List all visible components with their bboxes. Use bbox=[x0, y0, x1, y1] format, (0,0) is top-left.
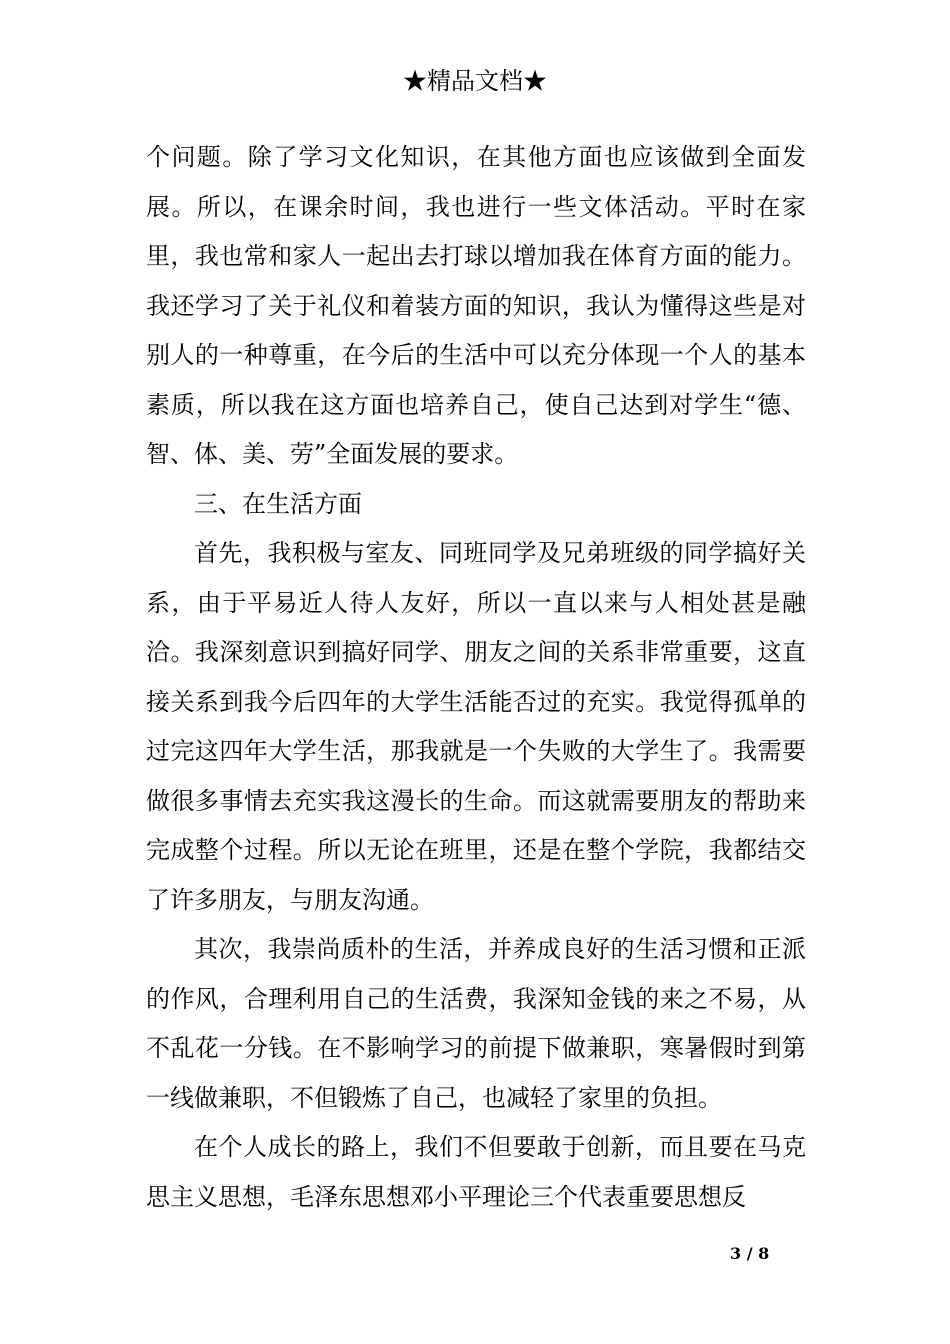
section-heading: 三、在生活方面 bbox=[194, 489, 362, 518]
paragraph: 首先，我积极与室友、同班同学及兄弟班级的同学搞好关系，由于平易近人待人友好，所以一直以来与人相处甚是融洽。我深刻意识到搞好同学、朋友之间的关系非常重要，这直接关系到我今后四年的大学生活能否过的充实。我觉得孤单的过完这四年大学生活，那我就是一个失败的大学生了。我需要做很多事情去充实我这漫长的生命。而这就需要朋友的帮助来完成整个过程。所以无论在班里，还是在整个学院，我都结交了许多朋友，与朋友沟通。 bbox=[146, 539, 806, 914]
paragraph: 其次，我崇尚质朴的生活，并养成良好的生活习惯和正派的作风，合理利用自己的生活费，我深知金钱的来之不易，从不乱花一分钱。在不影响学习的前提下做兼职，寒暑假时到第一线做兼职，不但锻炼了自己，也减轻了家里的负担。 bbox=[146, 935, 806, 1112]
page-number-text: 3 / 8 bbox=[730, 1244, 770, 1263]
paragraph: 在个人成长的路上，我们不但要敢于创新，而且要在马克思主义思想，毛泽东思想邓小平理论三个代表重要思想反 bbox=[146, 1133, 806, 1211]
page-number bbox=[730, 1244, 810, 1264]
header-title: ★精品文档★ bbox=[403, 67, 547, 95]
page-header bbox=[0, 64, 950, 98]
paragraph-continuation: 个问题。除了学习文化知识，在其他方面也应该做到全面发展。所以，在课余时间，我也进行一些文体活动。平时在家里，我也常和家人一起出去打球以增加我在体育方面的能力。我还学习了关于礼仪和着装方面的知识，我认为懂得这些是对别人的一种尊重，在今后的生活中可以充分体现一个人的基本素质，所以我在这方面也培养自己，使自己达到对学生“德、智、体、美、劳”全面发展的要求。 bbox=[146, 143, 806, 468]
document-body bbox=[146, 133, 806, 1222]
